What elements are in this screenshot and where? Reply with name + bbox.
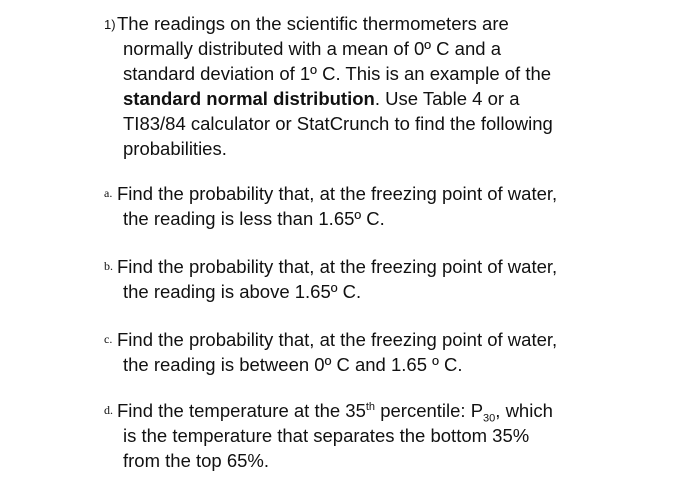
part-d-line-1-post: , which [495, 400, 553, 421]
part-b-text [117, 254, 623, 304]
part-c-line-2: the reading is between 0º C and 1.65 º C. [123, 354, 463, 375]
part-d-line-3: from the top 65%. [123, 450, 270, 471]
question-1-line-4 [123, 86, 623, 111]
part-a-line-2: the reading is less than 1.65º C. [123, 208, 385, 229]
part-a-line-1: Find the probability that, at the freezing point of water, [117, 183, 558, 204]
question-1-line-2: normally distributed with a mean of 0º C and a [123, 38, 501, 59]
question-1-line-1: The readings on the scientific thermometers are [117, 13, 509, 34]
question-1-line-4-rest: . Use Table 4 or a [374, 88, 520, 109]
part-d-line-1 [117, 398, 623, 423]
part-b-line-1: Find the probability that, at the freezing point of water, [117, 256, 558, 277]
question-1-line-5: TI83/84 calculator or StatCrunch to find the following [123, 113, 553, 134]
part-d-line-2: is the temperature that separates the bottom 35% [123, 425, 530, 446]
question-1-line-6: probabilities. [123, 138, 227, 159]
question-1-line-3: standard deviation of 1º C. This is an example of the [123, 63, 552, 84]
part-d-marker: d. [104, 403, 113, 417]
part-d-text [117, 398, 623, 473]
part-b-marker: b. [104, 259, 113, 273]
part-c-text [117, 327, 623, 377]
percentile-subscript: 30 [483, 412, 496, 425]
part-d-line-1-mid: percentile: P [375, 400, 484, 421]
part-c-line-1: Find the probability that, at the freezing point of water, [117, 329, 558, 350]
part-a-text [117, 181, 623, 231]
question-1-marker: 1) [104, 17, 116, 32]
part-c-marker: c. [104, 332, 113, 346]
part-a-marker: a. [104, 186, 113, 200]
part-b-line-2: the reading is above 1.65º C. [123, 281, 362, 302]
ordinal-suffix: th [365, 400, 376, 413]
bold-term: standard normal distribution [123, 88, 375, 109]
question-1-text [117, 11, 623, 161]
part-d-line-1-pre: Find the temperature at the 35 [117, 400, 366, 421]
